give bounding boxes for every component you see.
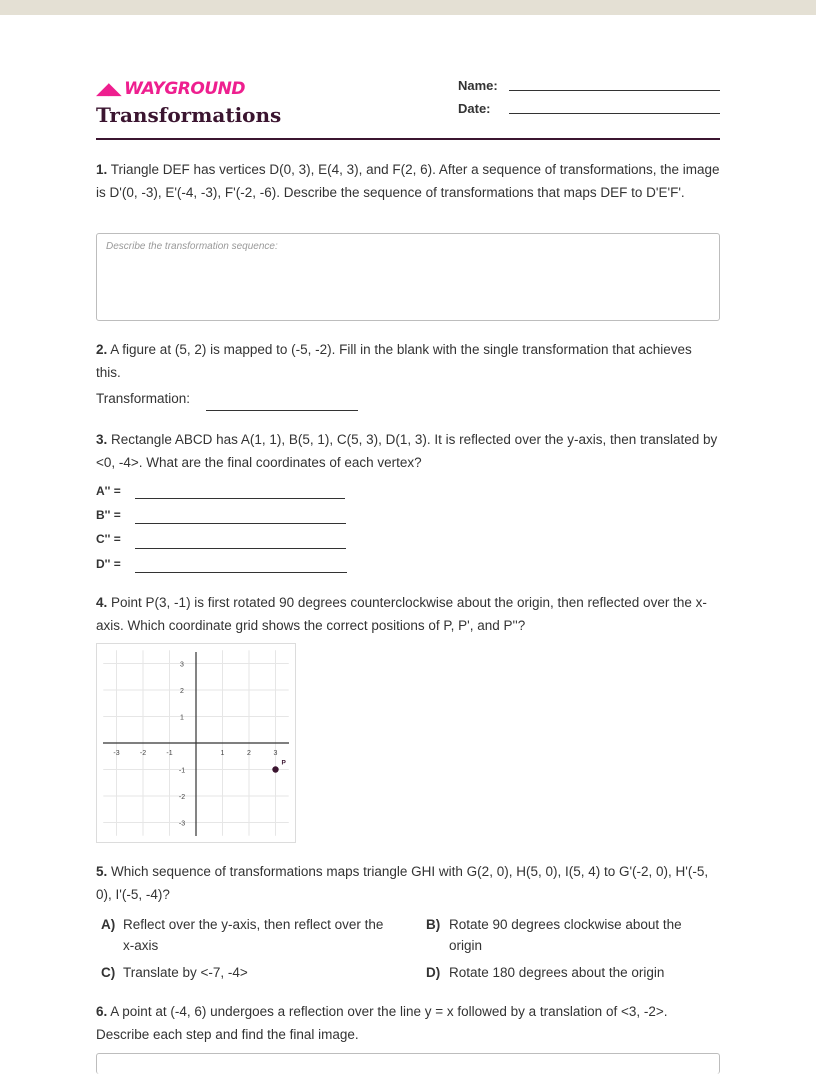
x-tick-label: 3 — [273, 750, 278, 757]
option-c-letter[interactable]: C) — [101, 965, 116, 980]
y-tick-label: -3 — [178, 820, 186, 828]
b-double-prime-blank[interactable] — [135, 523, 346, 524]
x-tick-label: -3 — [113, 750, 120, 757]
name-label: Name: — [458, 78, 498, 93]
b-double-prime-label: B'' = — [96, 508, 121, 522]
x-tick-label: -1 — [166, 750, 173, 757]
a-double-prime-blank[interactable] — [135, 498, 345, 499]
logo-text: WAYGROUND — [124, 79, 245, 99]
y-tick-label: -1 — [178, 767, 186, 775]
question-5 — [96, 861, 720, 906]
question-number: 4. — [96, 595, 108, 610]
y-tick-label: 1 — [180, 714, 184, 722]
point-label: P — [281, 759, 286, 767]
answer-textbox[interactable] — [96, 1053, 720, 1074]
wayground-logo — [96, 79, 245, 99]
c-double-prime-label: C'' = — [96, 532, 121, 546]
option-d-text[interactable]: Rotate 180 degrees about the origin — [449, 965, 665, 980]
question-6 — [96, 1001, 720, 1046]
page-title: Transformations — [96, 103, 282, 127]
y-tick-label: 3 — [180, 661, 184, 669]
question-4 — [96, 592, 720, 637]
question-text: A figure at (5, 2) is mapped to (-5, -2). Fill in the blank with the single transformation that achieves this. — [96, 342, 692, 380]
question-2 — [96, 339, 720, 384]
logo-mark-icon: ◢◣ — [96, 79, 122, 99]
option-c-text[interactable]: Translate by <-7, -4> — [123, 965, 248, 980]
option-a-letter[interactable]: A) — [101, 917, 116, 932]
coordinate-grid — [97, 644, 295, 842]
x-tick-label: -2 — [139, 750, 147, 757]
c-double-prime-blank[interactable] — [135, 548, 346, 549]
question-text: A point at (-4, 6) undergoes a reflection over the line y = x followed by a translation of <3, -2>. Describe each step and find the final image. — [96, 1004, 668, 1042]
question-number: 2. — [96, 342, 108, 357]
answer-placeholder: Describe the transformation sequence: — [106, 241, 278, 252]
x-tick-label: 2 — [247, 750, 251, 757]
point-marker — [272, 766, 278, 772]
points-layer — [272, 760, 286, 773]
question-text: Rectangle ABCD has A(1, 1), B(5, 1), C(5, 3), D(1, 3). It is reflected over the y-axis, then translated by <0, -4>. What are the final coordinates of each vertex? — [96, 432, 718, 470]
coordinate-grid-option[interactable] — [96, 643, 296, 843]
question-number: 3. — [96, 432, 108, 447]
a-double-prime-label: A'' = — [96, 484, 121, 498]
question-number: 5. — [96, 864, 108, 879]
question-1 — [96, 159, 720, 204]
header-divider — [96, 138, 720, 140]
x-tick-label: 1 — [220, 750, 225, 757]
option-a-text[interactable]: Reflect over the y-axis, then reflect over the x-axis — [123, 917, 384, 953]
option-d-letter[interactable]: D) — [426, 965, 441, 980]
question-number: 6. — [96, 1004, 108, 1019]
y-tick-label: 2 — [180, 688, 184, 695]
question-text: Triangle DEF has vertices D(0, 3), E(4, 3), and F(2, 6). After a sequence of transformations, the image is D'(0, -3), E'(-4, -3), F'(-2, -6). Describe the sequence of transformations that maps DEF to D'E'F'. — [96, 162, 720, 200]
question-number: 1. — [96, 162, 108, 177]
question-text: Which sequence of transformations maps triangle GHI with G(2, 0), H(5, 0), I(5, 4) to G'(-2, 0), H'(-5, 0), I'(-5, -4)? — [96, 864, 709, 902]
question-3 — [96, 429, 720, 474]
transformation-blank[interactable] — [206, 410, 358, 411]
date-label: Date: — [458, 101, 491, 116]
option-b-letter[interactable]: B) — [426, 917, 441, 932]
option-b-text[interactable]: Rotate 90 degrees clockwise about the origin — [449, 917, 682, 953]
name-field[interactable] — [509, 90, 720, 91]
top-bar — [0, 0, 816, 15]
date-field[interactable] — [509, 113, 720, 114]
y-tick-label: -2 — [178, 794, 186, 801]
d-double-prime-label: D'' = — [96, 557, 121, 571]
transformation-label: Transformation: — [96, 391, 191, 406]
d-double-prime-blank[interactable] — [135, 572, 347, 573]
answer-textbox[interactable] — [96, 233, 720, 321]
question-text: Point P(3, -1) is first rotated 90 degrees counterclockwise about the origin, then reflected over the x-axis. Which coordinate grid shows the correct positions of P, P', and P''? — [96, 595, 707, 633]
